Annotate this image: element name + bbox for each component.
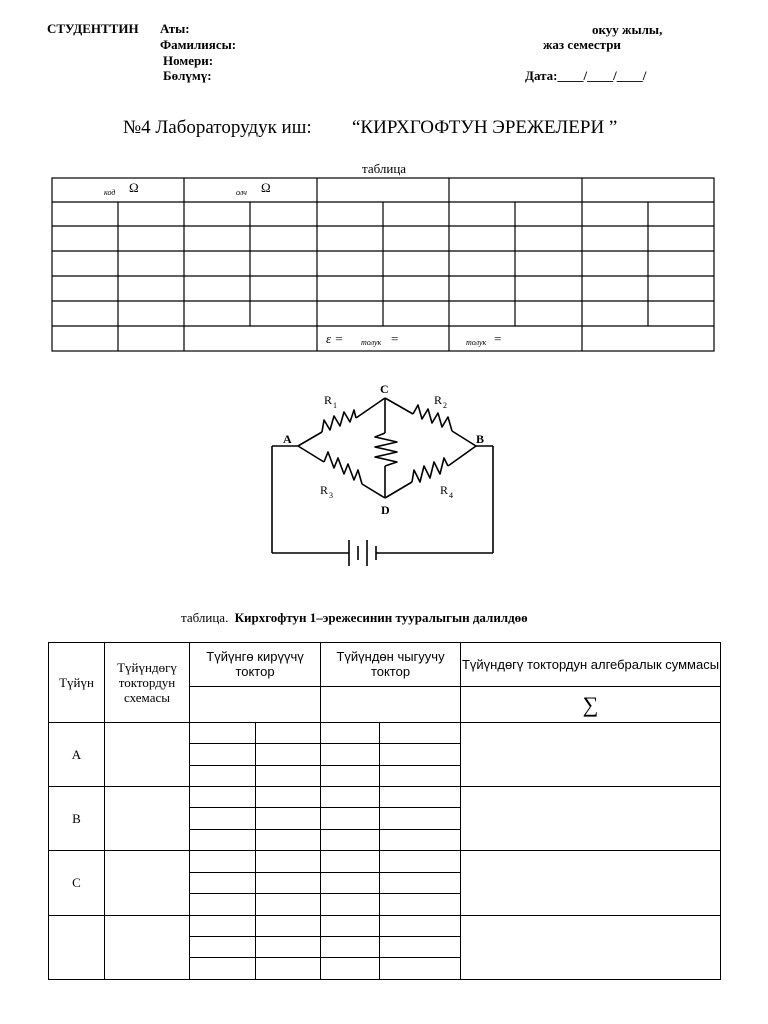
node-label-D: D: [381, 503, 390, 517]
resistor-sub-1: 1: [333, 401, 337, 410]
scheme-cell: [105, 915, 190, 979]
resistor-label-r1: R: [324, 393, 333, 407]
header-node: Түйүн: [49, 643, 105, 723]
total-eq-1: =: [391, 331, 399, 346]
resistor-sub-3: 3: [329, 491, 333, 500]
table2-caption-prefix: таблица.: [181, 610, 229, 625]
date-field: Дата:____/____/____/: [525, 68, 647, 83]
table1-caption: таблица: [362, 161, 407, 176]
table2-caption: [181, 610, 528, 626]
node-label-A: A: [283, 432, 292, 446]
node-label-B: B: [476, 432, 485, 446]
lab-title: “КИРХГОФТУН ЭРЕЖЕЛЕРИ ”: [352, 117, 618, 138]
sum-cell: [461, 851, 721, 915]
sum-cell: [461, 786, 721, 850]
kirchhoff-first-law-table: [48, 642, 721, 980]
scheme-cell: [105, 722, 190, 786]
scheme-cell: [105, 786, 190, 850]
resistor-label-r3: R: [320, 483, 329, 497]
lab-number: №4 Лабораторудук иш:: [123, 117, 312, 138]
node-cell-B: B: [49, 786, 105, 850]
resistor-label-r2: R: [434, 393, 443, 407]
table2-caption-title: Кирхгофтун 1–эрежесинин тууралыгын далилдөө: [234, 610, 528, 625]
name-label: Аты:: [160, 21, 190, 36]
emf-symbol: ε =: [326, 331, 344, 346]
student-label: СТУДЕНТТИН: [47, 21, 139, 36]
cell-sub-1: код: [104, 188, 116, 197]
header-outgoing-currents: Түйүндөн чыгуучу токтор: [321, 643, 461, 687]
ohm-symbol-2: Ω: [261, 180, 271, 195]
header-algebraic-sum: Түйүндөгү токтордун алгебралык суммасы: [461, 643, 721, 687]
resistor-label-r4: R: [440, 483, 449, 497]
ohm-symbol-1: Ω: [129, 180, 139, 195]
header-scheme: Түйүндөгү токтордун схемасы: [105, 643, 190, 723]
number-label: Номери:: [163, 53, 214, 68]
cell-sub-2: олч: [236, 188, 247, 197]
total-sub-2: толук: [466, 338, 487, 347]
semester-label: жаз семестри: [543, 37, 621, 52]
node-label-C: C: [380, 382, 389, 396]
sum-cell: [461, 722, 721, 786]
sigma-symbol: ∑: [461, 686, 721, 722]
total-eq-2: =: [494, 331, 502, 346]
sum-cell: [461, 915, 721, 979]
department-label: Бөлүмү:: [163, 68, 212, 83]
total-sub-1: толук: [361, 338, 382, 347]
resistor-sub-2: 2: [443, 401, 447, 410]
surname-label: Фамилиясы:: [160, 37, 237, 52]
academic-year-label: окуу жылы,: [592, 22, 663, 37]
node-cell-D: [49, 915, 105, 979]
node-cell-C: C: [49, 851, 105, 915]
scheme-cell: [105, 851, 190, 915]
node-cell-A: A: [49, 722, 105, 786]
resistor-sub-4: 4: [449, 491, 453, 500]
header-incoming-currents: Түйүнгө кирүүчү токтор: [190, 643, 321, 687]
